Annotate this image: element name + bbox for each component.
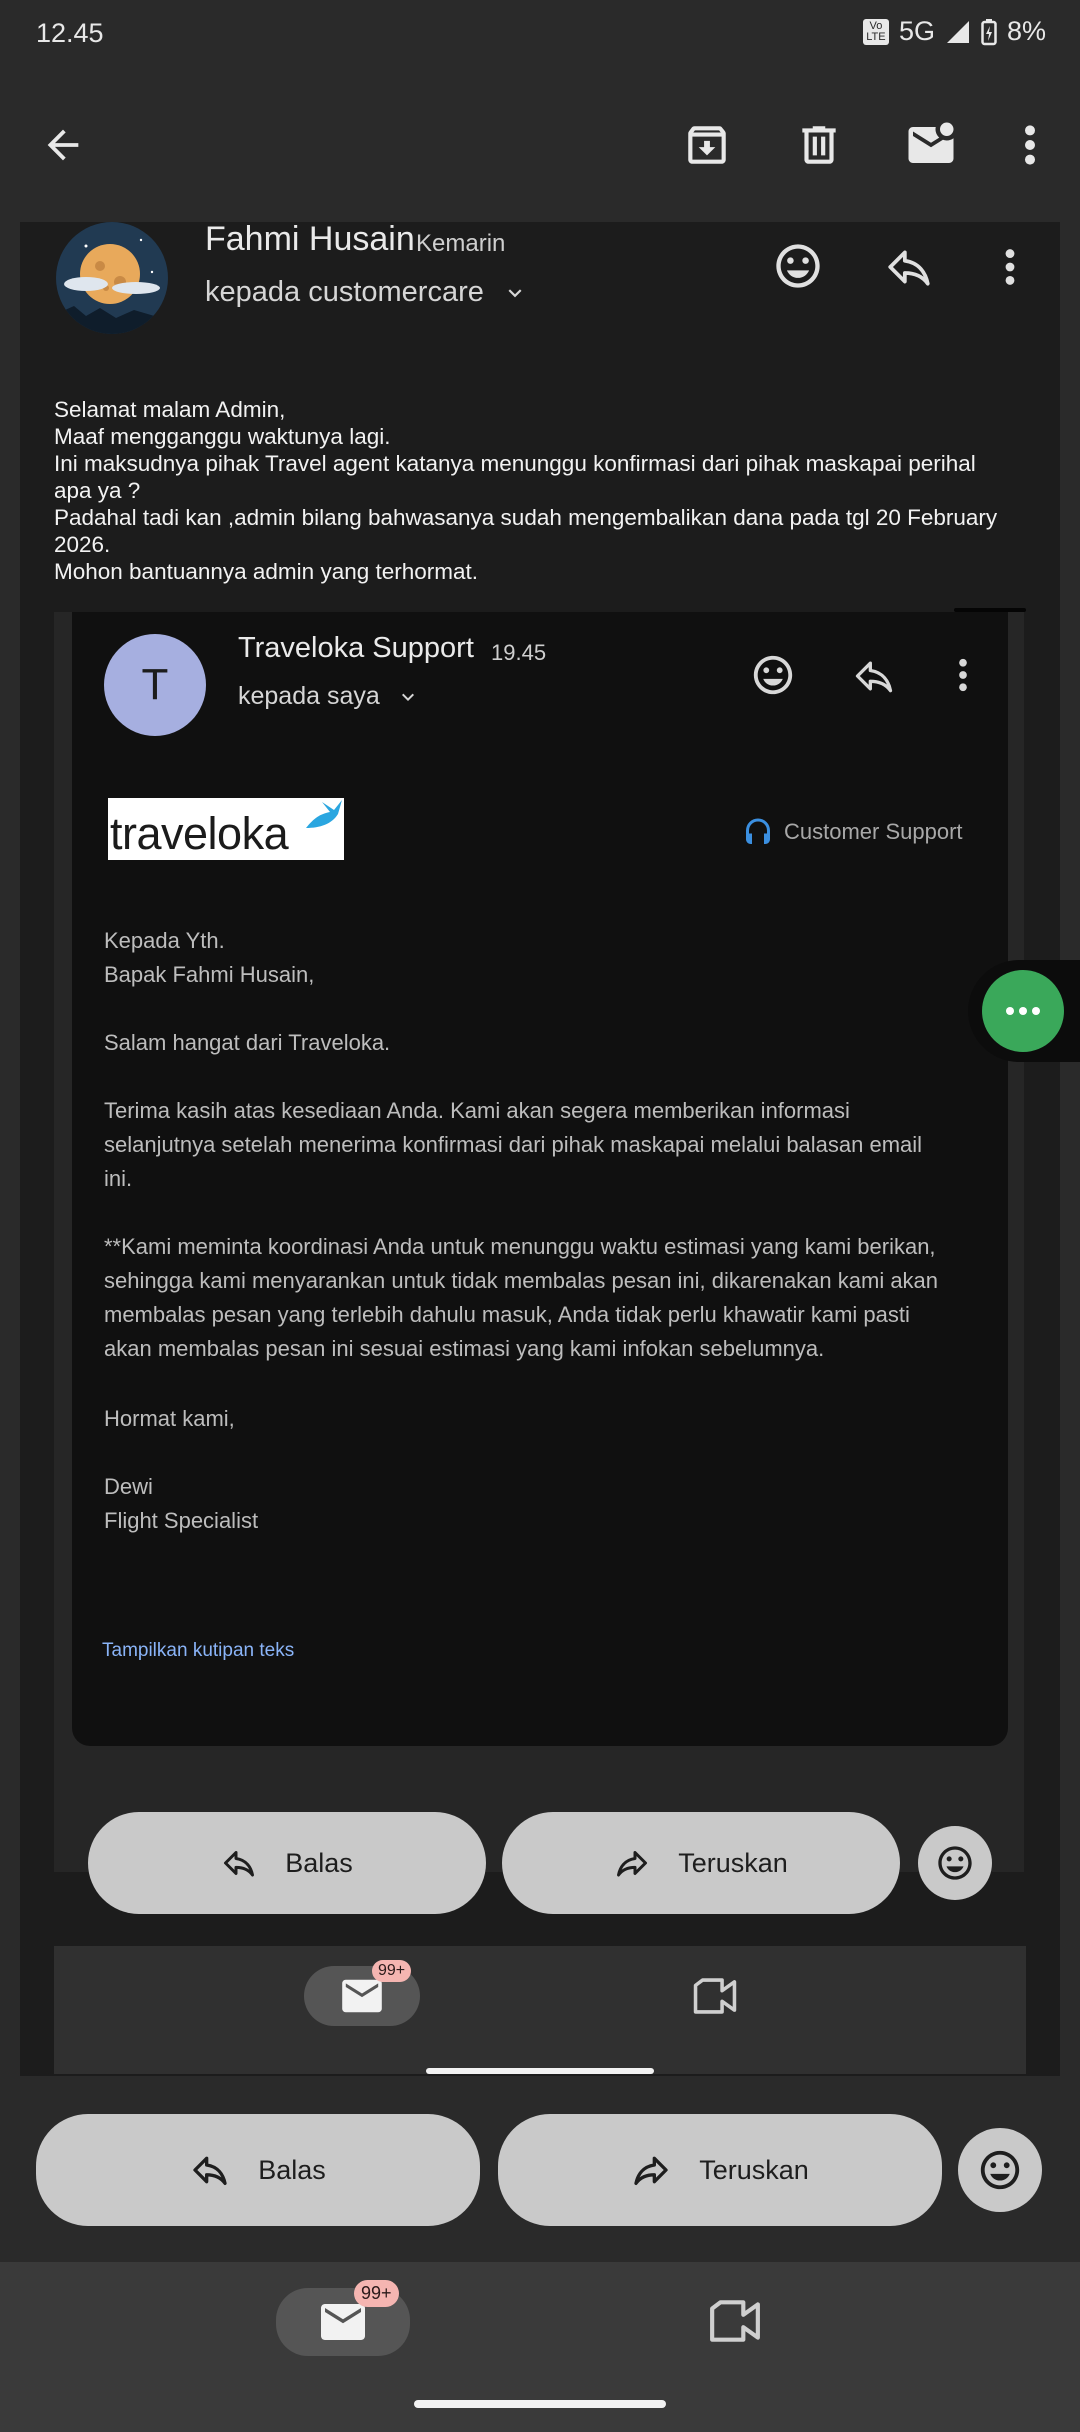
quoted-recipients-label: kepada saya — [238, 682, 380, 710]
paragraph-line: akan membalas pesan ini sesuai estimasi yang kami infokan sebelumnya. — [104, 1336, 825, 1361]
back-arrow-icon — [40, 122, 86, 168]
quoted-greeting — [104, 924, 314, 992]
bird-logo-icon — [304, 798, 344, 832]
body-line: Padahal tadi kan ,admin bilang bahwasanya sudah mengembalikan dana pada tgl 20 February — [54, 505, 998, 530]
paragraph-line: Terima kasih atas kesediaan Anda. Kami akan segera memberikan informasi — [104, 1098, 850, 1123]
body-line: apa ya ? — [54, 478, 141, 503]
video-camera-icon — [692, 1976, 738, 2016]
forward-icon — [614, 1845, 650, 1881]
reply-icon — [852, 654, 896, 698]
reply-icon — [221, 1845, 257, 1881]
body-line: Selamat malam Admin, — [54, 397, 286, 422]
gesture-bar — [414, 2400, 666, 2408]
body-line: Ini maksudnya pihak Travel agent katanya menunggu konfirmasi dari pihak maskapai perihal — [54, 451, 976, 476]
signal-icon — [945, 19, 971, 45]
archive-button[interactable] — [682, 120, 732, 170]
emoji-icon — [935, 1843, 975, 1883]
paragraph-line: **Kami meminta koordinasi Anda untuk menunggu waktu estimasi yang kami berikan, — [104, 1234, 936, 1259]
battery-level: 8% — [1006, 16, 1046, 46]
headset-icon — [740, 814, 776, 850]
quoted-paragraph-2 — [104, 1230, 938, 1366]
chevron-down-icon — [396, 685, 420, 709]
greeting-line: Bapak Fahmi Husain, — [104, 962, 315, 987]
email-body — [54, 396, 1034, 585]
video-camera-icon — [708, 2298, 762, 2344]
status-time: 12.45 — [36, 18, 104, 48]
forward-icon — [631, 2150, 671, 2190]
quoted-emoji-button[interactable] — [750, 652, 796, 698]
body-line: 2026. — [54, 532, 111, 557]
mail-icon — [318, 2302, 368, 2342]
sender-name: Fahmi Husain — [205, 220, 415, 258]
forward-button[interactable] — [498, 2114, 942, 2226]
body-line: Maaf mengganggu waktunya lagi. — [54, 424, 391, 449]
sender-avatar[interactable] — [56, 222, 168, 334]
volte-icon: Vo LTE — [863, 19, 889, 45]
more-vert-icon — [992, 244, 1028, 290]
more-vert-icon — [946, 654, 980, 696]
battery-icon — [981, 18, 997, 46]
quoted-paragraph-1 — [104, 1094, 922, 1196]
mail-icon — [340, 1978, 384, 2014]
meet-tab[interactable] — [708, 2298, 762, 2344]
archive-icon — [682, 120, 732, 170]
more-vert-icon — [1010, 120, 1050, 170]
delete-button[interactable] — [794, 120, 844, 170]
emoji-icon — [977, 2147, 1023, 2193]
moon-avatar-icon — [56, 222, 168, 334]
reply-icon — [884, 242, 934, 292]
traveloka-logo — [108, 798, 344, 860]
emoji-icon — [750, 652, 796, 698]
status-icons — [863, 16, 1046, 47]
mail-unread-icon — [904, 118, 958, 172]
quoted-email-time: 19.45 — [491, 640, 547, 665]
reply-button[interactable] — [36, 2114, 480, 2226]
email-more-button[interactable] — [992, 244, 1028, 290]
scroll-edge — [1060, 222, 1080, 2076]
recipients-label: kepada customercare — [205, 276, 484, 308]
reply-label: Balas — [258, 2154, 326, 2185]
inner-mail-badge: 99+ — [372, 1960, 411, 1982]
quoted-more-button[interactable] — [946, 654, 980, 696]
chevron-down-icon — [502, 280, 528, 306]
inner-gesture-bar — [426, 2068, 654, 2074]
greeting-line: Kepada Yth. — [104, 928, 225, 953]
forward-label: Teruskan — [678, 1847, 788, 1878]
inner-emoji-button[interactable] — [918, 1826, 992, 1900]
paragraph-line: membalas pesan yang terlebih dahulu masuk, Anda tidak perlu khawatir kami pasti — [104, 1302, 910, 1327]
mail-badge: 99+ — [354, 2280, 399, 2307]
customer-support-label — [740, 814, 963, 850]
quoted-sender-name: Traveloka Support — [238, 632, 474, 664]
logo-wordmark: traveloka — [110, 808, 289, 859]
recipients-toggle[interactable] — [205, 276, 528, 309]
quoted-recipients-toggle[interactable] — [238, 682, 420, 711]
back-button[interactable] — [40, 122, 86, 168]
reply-icon — [190, 2150, 230, 2190]
inner-meet-tab[interactable] — [692, 1976, 738, 2016]
emoji-icon — [772, 240, 824, 292]
quoted-sender-avatar[interactable]: T — [104, 634, 206, 736]
show-quoted-text-link[interactable]: Tampilkan kutipan teks — [102, 1640, 295, 1661]
network-label: 5G — [898, 16, 935, 46]
forward-label: Teruskan — [699, 2154, 809, 2185]
reply-icon-button[interactable] — [884, 242, 934, 292]
quoted-closing: Hormat kami, — [104, 1406, 235, 1431]
reply-label: Balas — [285, 1847, 353, 1878]
floating-chat-button[interactable] — [982, 970, 1064, 1052]
emoji-button[interactable] — [958, 2128, 1042, 2212]
support-label-text: Customer Support — [784, 819, 963, 844]
inner-forward-button[interactable] — [502, 1812, 900, 1914]
inner-reply-button[interactable] — [88, 1812, 486, 1914]
quoted-salam: Salam hangat dari Traveloka. — [104, 1030, 391, 1055]
body-line: Mohon bantuannya admin yang terhormat. — [54, 559, 479, 584]
trash-icon — [794, 120, 844, 170]
paragraph-line: selanjutnya setelah menerima konfirmasi dari pihak maskapai melalui balasan email — [104, 1132, 923, 1157]
mark-unread-button[interactable] — [904, 118, 958, 172]
inner-bottom-nav — [54, 1946, 1026, 2074]
more-horiz-icon — [1003, 1005, 1043, 1017]
more-options-button[interactable] — [1010, 120, 1050, 170]
quoted-signature — [104, 1470, 258, 1538]
signature-line: Dewi — [104, 1474, 153, 1499]
paragraph-line: ini. — [104, 1166, 133, 1191]
paragraph-line: sehingga kami menyarankan untuk tidak membalas pesan ini, dikarenakan kami akan — [104, 1268, 939, 1293]
signature-line: Flight Specialist — [104, 1508, 259, 1533]
quoted-reply-button[interactable] — [852, 654, 896, 698]
email-time: Kemarin — [416, 230, 506, 257]
emoji-react-button[interactable] — [772, 240, 824, 292]
